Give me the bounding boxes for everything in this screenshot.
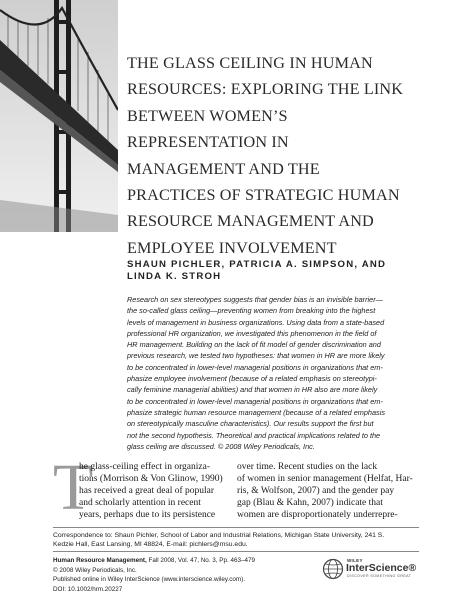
- correspondence-note: [53, 531, 419, 550]
- journal-line: [53, 556, 313, 566]
- title-line: RESOURCES: EXPLORING THE LINK: [127, 80, 404, 99]
- author-line: SHAUN PICHLER, PATRICIA A. SIMPSON, AND: [127, 259, 387, 270]
- drop-cap: T: [53, 451, 94, 524]
- logo-tagline: DISCOVER SOMETHING GREAT: [347, 574, 412, 578]
- title-line: PRACTICES OF STRATEGIC HUMAN: [127, 186, 400, 205]
- bridge-photo: [0, 0, 118, 232]
- article-title: [127, 50, 467, 261]
- abstract-line: to be concentrated in lower-level managerial positions in organizations that em-: [127, 396, 383, 406]
- logo-brand: InterScience®: [346, 562, 417, 574]
- correspondence-line: Kedzie Hall, East Lansing, MI 48824, E-mail: pichlers@msu.edu.: [53, 541, 248, 549]
- abstract-line: cally feminine managerial abilities) and that women in HR also are more likely: [127, 385, 378, 395]
- title-line: EMPLOYEE INVOLVEMENT: [127, 238, 337, 257]
- abstract-line: to be concentrated in lower-level managerial positions in organizations that em-: [127, 362, 383, 372]
- body-line: he glass-ceiling effect in organiza-: [79, 462, 211, 472]
- body-line: women are disproportionately underrepre-: [237, 509, 398, 520]
- abstract-line: previous research, we tested two hypotheses: that women in HR are more likely: [127, 351, 385, 361]
- abstract-line: phasize employee involvement (because of a related emphasis on stereotypi-: [127, 374, 377, 384]
- abstract-line: glass ceiling are discussed. © 2008 Wiley Periodicals, Inc.: [127, 441, 315, 451]
- author-line: LINDA K. STROH: [127, 271, 222, 283]
- abstract: [127, 294, 467, 452]
- wiley-interscience-logo: [322, 558, 422, 580]
- title-line: MANAGEMENT AND THE: [127, 159, 320, 178]
- abstract-line: not the second hypothesis. Theoretical and practical implications related to the: [127, 430, 381, 440]
- title-line: BETWEEN WOMEN’S: [127, 106, 288, 125]
- title-line: THE GLASS CEILING IN HUMAN: [127, 54, 373, 72]
- published-online-line: Published online in Wiley InterScience (www.interscience.wiley.com).: [53, 576, 246, 584]
- body-column-right: [237, 462, 419, 522]
- body-line: and scholarly attention in recent: [79, 497, 201, 508]
- footnote-divider: [53, 527, 419, 528]
- publication-info: [53, 556, 313, 594]
- journal-name: Human Resource Management,: [53, 557, 147, 564]
- abstract-line: phasize strategic human resource management (because of a related emphasis: [127, 407, 385, 417]
- logo-brand-small: WILEY: [347, 558, 363, 563]
- body-line: years, perhaps due to its persistence: [79, 509, 216, 520]
- title-line: REPRESENTATION IN: [127, 133, 289, 152]
- title-line: RESOURCE MANAGEMENT AND: [127, 212, 374, 231]
- body-line: of women in senior management (Helfat, Har-: [237, 473, 413, 484]
- author-list: [127, 259, 467, 284]
- abstract-line: Research on sex stereotypes suggests that gender bias is an invisible barrier—: [127, 295, 383, 304]
- publication-divider: [53, 551, 419, 552]
- body-line: gap (Blau & Kahn, 2007) indicate that: [237, 497, 383, 508]
- abstract-line: professional HR organization, we investigated this phenomenon in the field of: [127, 328, 377, 338]
- abstract-line: the so-called glass ceiling—preventing women from breaking into the highest: [127, 306, 376, 316]
- body-line: tions (Morrison & Von Glinow, 1990): [79, 473, 223, 484]
- body-line: ris, & Wolfson, 2007) and the gender pay: [237, 485, 395, 496]
- journal-issue: Fall 2008, Vol. 47, No. 3, Pp. 463–479: [146, 557, 255, 564]
- globe-icon: [322, 558, 344, 580]
- body-line: has received a great deal of popular: [79, 485, 215, 496]
- abstract-line: on stereotypically masculine characteristics). Our results support the first but: [127, 419, 374, 429]
- copyright-line: © 2008 Wiley Periodicals, Inc.: [53, 566, 137, 574]
- body-column-left: [79, 462, 229, 522]
- doi-line: DOI: 10.1002/hrm.20227: [53, 585, 123, 593]
- abstract-line: levels of management in business organizations. Using data from a state-based: [127, 317, 385, 327]
- correspondence-line: Correspondence to: Shaun Pichler, School of Labor and Industrial Relations, Michigan State University, 241 S.: [53, 532, 385, 539]
- body-line: over time. Recent studies on the lack: [237, 462, 378, 472]
- abstract-line: HR management. Building on the lack of fit model of gender discrimination and: [127, 340, 381, 350]
